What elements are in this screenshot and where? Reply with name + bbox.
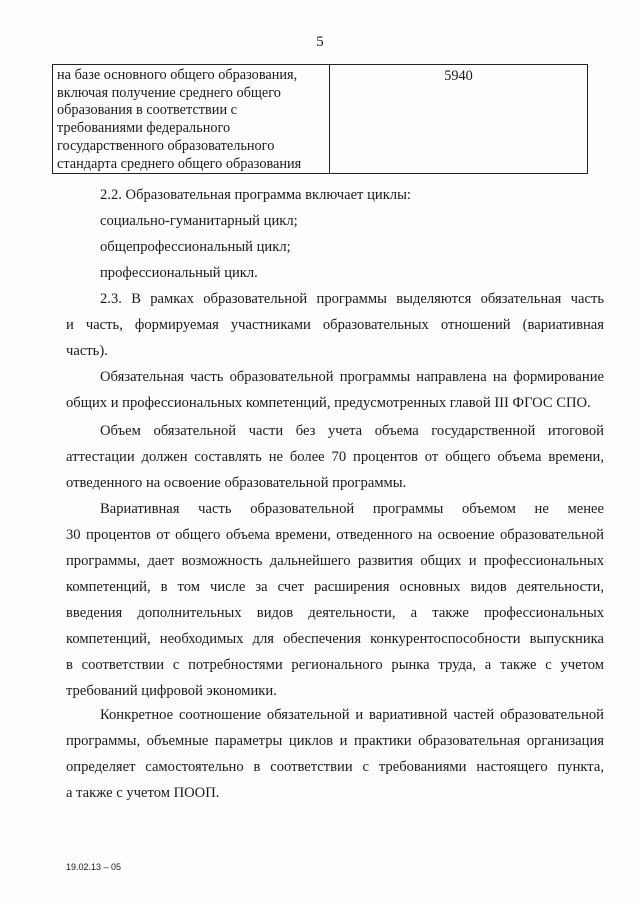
paragraph-2-2 [66, 182, 604, 208]
paragraph-mandatory-volume [66, 418, 604, 496]
paragraph-line: 2.2. Образовательная программа включает циклы: [100, 187, 411, 203]
paragraph-mandatory-part [66, 364, 604, 416]
paragraph-line: а также с учетом ПООП. [66, 785, 220, 801]
page-number: 5 [316, 34, 324, 50]
table-text-line: образования в соответствии с [57, 102, 238, 119]
paragraph-line: 30 процентов от общего объема времени, отведенного на освоение образовательной [66, 527, 604, 543]
document-code-footer: 19.02.13 – 05 [66, 862, 122, 872]
paragraph-variable-part [66, 496, 604, 704]
paragraph-line: 2.3. В рамках образовательной программы выделяются обязательная часть [100, 291, 604, 307]
list-item: общепрофессиональный цикл; [100, 239, 291, 255]
table-cell-hours: 5940 [444, 68, 473, 84]
paragraph-line: компетенций, необходимых для обеспечения конкурентоспособности выпускника [66, 631, 604, 647]
paragraph-line: требований цифровой экономики. [66, 683, 277, 699]
table-text-line: государственного образовательного [57, 137, 275, 154]
paragraph-line: программы, дает возможность дальнейшего развития общих и профессиональных [66, 553, 604, 569]
paragraph-line: отведенного на освоение образовательной программы. [66, 475, 407, 491]
paragraph-line: программы, объемные параметры циклов и практики образовательная организация [66, 733, 604, 749]
paragraph-line: Обязательная часть образовательной программы направлена на формирование [100, 369, 604, 385]
paragraph-line: Объем обязательной части без учета объема государственной итоговой [100, 423, 604, 439]
list-item: профессиональный цикл. [100, 265, 258, 281]
paragraph-line: часть). [66, 343, 108, 359]
paragraph-ratio [66, 702, 604, 806]
paragraph-2-3 [66, 286, 604, 364]
paragraph-line: определяет самостоятельно в соответствии с требованиями настоящего пункта, [66, 759, 604, 775]
paragraph-line: общих и профессиональных компетенций, предусмотренных главой III ФГОС СПО. [66, 395, 591, 411]
paragraph-line: аттестации должен составлять не более 70 процентов от общего объема времени, [66, 449, 604, 465]
list-item: социально-гуманитарный цикл; [100, 213, 298, 229]
paragraph-line: Конкретное соотношение обязательной и вариативной частей образовательной [100, 707, 604, 723]
paragraph-line: Вариативная часть образовательной программы объемом не менее [100, 501, 604, 517]
paragraph-line: в соответствии с потребностями регионального рынка труда, а также с учетом [66, 657, 604, 673]
table-text-line: требованиями федерального [57, 120, 231, 137]
program-volume-table [52, 64, 588, 174]
table-text-line: стандарта среднего общего образования [57, 155, 302, 172]
paragraph-line: компетенций, в том числе за счет расширения основных видов деятельности, [66, 579, 604, 595]
paragraph-line: введения дополнительных видов деятельности, а также профессиональных [66, 605, 604, 621]
cycle-list [66, 208, 604, 286]
table-cell-description [53, 65, 330, 173]
table-text-line: включая получение среднего общего [57, 84, 281, 101]
paragraph-line: и часть, формируемая участниками образовательных отношений (вариативная [66, 317, 604, 333]
table-text-line: на базе основного общего образования, [57, 67, 298, 83]
